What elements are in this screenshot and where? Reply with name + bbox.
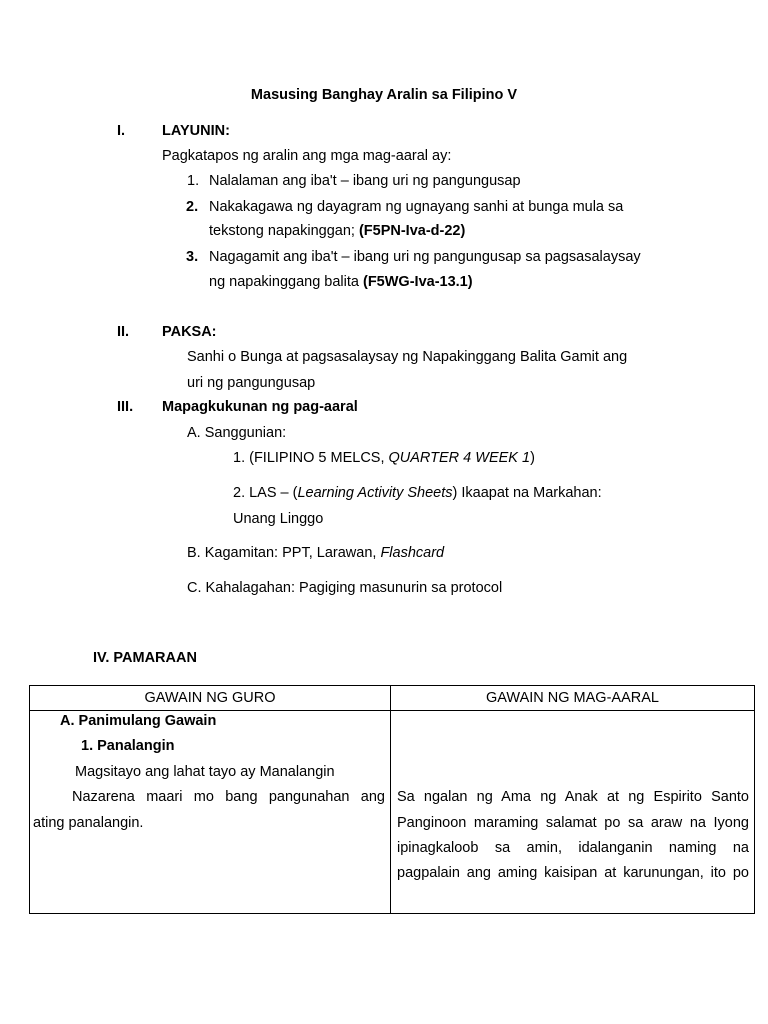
objective-3-line-1: Nagagamit ang iba't – ibang uri ng pangungusap sa pagsasalaysay — [209, 249, 641, 265]
reference-1-post: ) — [530, 450, 535, 466]
student-response-line-4: pagpalain ang aming kaisipan at karunungan, ito po — [397, 865, 749, 881]
reference-1-italic: QUARTER 4 WEEK 1 — [388, 450, 531, 466]
teacher-instruction-2-line-2: ating panalangin. — [33, 815, 144, 831]
cell-guro — [30, 711, 391, 914]
objective-2-number: 2. — [186, 199, 199, 215]
reference-2-line-2: Unang Linggo — [233, 511, 324, 527]
materials — [187, 545, 444, 561]
objective-3-number: 3. — [186, 249, 199, 265]
reference-2-italic: Learning Activity Sheets — [297, 485, 453, 501]
objective-2-line-1: Nakakagawa ng dayagram ng ugnayang sanhi at bunga mula sa — [209, 199, 624, 215]
objective-3-line-2 — [209, 274, 473, 290]
col-header-guro: GAWAIN NG GURO — [30, 686, 391, 711]
reference-2-post: ) Ikaapat na Markahan: — [452, 485, 602, 501]
student-response-line-3: ipinagkaloob sa amin, idalanganin naming na — [397, 840, 749, 856]
references-label: A. Sanggunian: — [187, 425, 287, 441]
sub-heading-1: 1. Panalangin — [81, 738, 175, 754]
student-response-line-1: Sa ngalan ng Ama ng Anak at ng Espirito Santo — [397, 789, 749, 805]
reference-2-pre: 2. LAS – ( — [233, 485, 298, 501]
objective-3-code: (F5WG-Iva-13.1) — [363, 274, 473, 290]
section-3-heading: Mapagkukunan ng pag-aaral — [162, 399, 358, 415]
section-2-heading: PAKSA: — [162, 324, 217, 340]
objective-2-line-2 — [209, 223, 465, 239]
objective-1-number: 1. — [187, 173, 200, 189]
objective-2-text: tekstong napakinggan; — [209, 223, 359, 239]
objective-2-code: (F5PN-Iva-d-22) — [358, 223, 466, 239]
value-focus: C. Kahalagahan: Pagiging masunurin sa protocol — [187, 580, 503, 596]
cell-mag-aaral — [391, 711, 755, 914]
reference-1-pre: 1. (FILIPINO 5 MELCS, — [233, 450, 389, 466]
section-2-number: II. — [117, 324, 130, 340]
teacher-instruction-1: Magsitayo ang lahat tayo ay Manalangin — [75, 764, 335, 780]
section-4-heading: IV. PAMARAAN — [93, 650, 197, 666]
sub-heading-a: A. Panimulang Gawain — [60, 713, 217, 729]
objectives-intro: Pagkatapos ng aralin ang mga mag-aaral ay: — [162, 148, 452, 164]
col-header-mag-aaral: GAWAIN NG MAG-AARAL — [391, 686, 755, 711]
objective-3-text: ng napakinggang balita — [209, 274, 363, 290]
table-header-row — [30, 686, 755, 711]
section-3-number: III. — [117, 399, 134, 415]
reference-1 — [233, 450, 535, 466]
materials-text: B. Kagamitan: PPT, Larawan, — [187, 545, 381, 561]
teacher-instruction-2-line-1: Nazarena maari mo bang pangunahan ang — [72, 789, 385, 805]
topic-line-2: uri ng pangungusap — [187, 375, 316, 391]
procedure-table — [29, 685, 755, 914]
page-title: Masusing Banghay Aralin sa Filipino V — [250, 87, 518, 103]
reference-2 — [233, 485, 602, 501]
topic-line-1: Sanhi o Bunga at pagsasalaysay ng Napakinggang Balita Gamit ang — [187, 349, 628, 365]
student-response-line-2: Panginoon maraming salamat po sa araw na Iyong — [397, 815, 749, 831]
materials-italic: Flashcard — [380, 545, 445, 561]
section-1-number: I. — [117, 123, 126, 139]
objective-1-text: Nalalaman ang iba't – ibang uri ng pangungusap — [209, 173, 521, 189]
section-1-heading: LAYUNIN: — [162, 123, 230, 139]
table-row — [30, 711, 755, 914]
